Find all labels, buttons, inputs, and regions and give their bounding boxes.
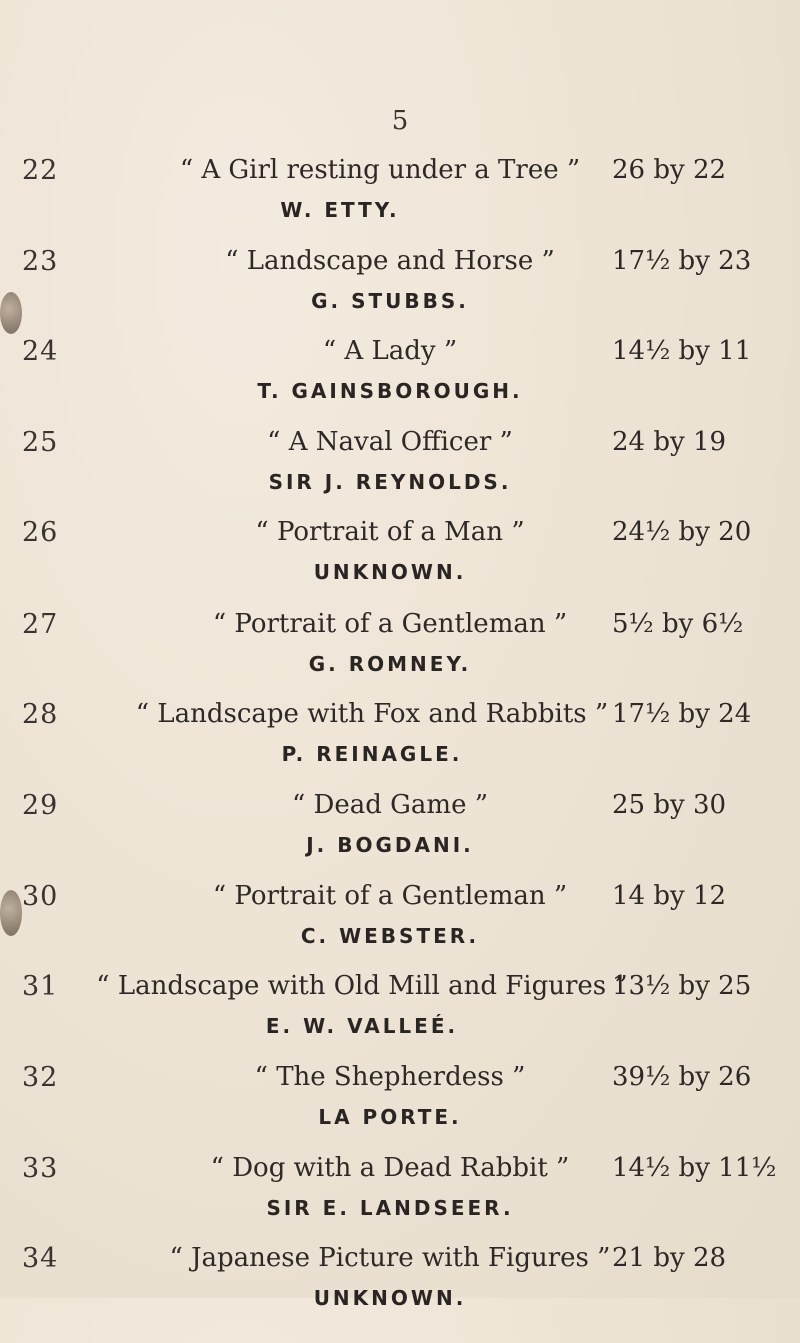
lot-number: 25 — [22, 427, 59, 458]
artist-name: SIR J. REYNOLDS. — [268, 470, 512, 494]
catalogue-entry — [0, 699, 800, 799]
painting-size: 25 by 30 — [612, 790, 727, 820]
artist-name: J. BOGDANI. — [306, 833, 474, 857]
artist-name: UNKNOWN. — [313, 560, 467, 584]
page-number: 5 — [391, 106, 409, 136]
painting-title: “ Landscape and Horse ” — [225, 246, 555, 276]
lot-number: 28 — [22, 699, 59, 730]
painting-title: “ A Lady ” — [322, 336, 458, 366]
lot-number: 24 — [22, 336, 59, 367]
painting-size: 14½ by 11½ — [612, 1153, 777, 1183]
painting-size: 26 by 22 — [612, 155, 727, 185]
lot-number: 33 — [22, 1153, 59, 1184]
lot-number: 22 — [22, 155, 59, 186]
painting-size: 24 by 19 — [612, 427, 727, 457]
catalogue-entry — [0, 971, 800, 1071]
lot-number: 34 — [22, 1243, 59, 1274]
painting-size: 14½ by 11 — [612, 336, 752, 366]
artist-name: G. STUBBS. — [311, 289, 469, 313]
painting-size: 17½ by 24 — [612, 699, 752, 729]
painting-title: “ Dog with a Dead Rabbit ” — [210, 1153, 570, 1183]
artist-name: SIR E. LANDSEER. — [266, 1196, 514, 1220]
catalogue-entry — [0, 609, 800, 709]
painting-size: 24½ by 20 — [612, 517, 752, 547]
painting-size: 14 by 12 — [612, 881, 727, 911]
lot-number: 32 — [22, 1062, 59, 1093]
artist-name: P. REINAGLE. — [281, 742, 463, 766]
artist-name: LA PORTE. — [318, 1105, 462, 1129]
painting-title: “ The Shepherdess ” — [254, 1062, 526, 1092]
lot-number: 26 — [22, 517, 59, 548]
artist-name: E. W. VALLEÉ. — [265, 1014, 459, 1038]
painting-title: “ Portrait of a Gentleman ” — [212, 609, 568, 639]
catalogue-entry — [0, 1153, 800, 1253]
painting-title: “ Dead Game ” — [291, 790, 489, 820]
painting-title: “ Japanese Picture with Figures ” — [169, 1243, 611, 1273]
catalogue-entry — [0, 790, 800, 890]
painting-size: 5½ by 6½ — [612, 609, 744, 639]
catalogue-entry — [0, 427, 800, 527]
artist-name: W. ETTY. — [280, 198, 400, 222]
catalogue-entry — [0, 336, 800, 436]
painting-size: 17½ by 23 — [612, 246, 752, 276]
catalogue-entry — [0, 517, 800, 617]
artist-name: T. GAINSBOROUGH. — [257, 379, 523, 403]
painting-size: 39½ by 26 — [612, 1062, 752, 1092]
lot-number: 31 — [22, 971, 59, 1002]
lot-number: 23 — [22, 246, 59, 277]
catalogue-entry — [0, 1062, 800, 1162]
lot-number: 30 — [22, 881, 59, 912]
catalogue-entry — [0, 1243, 800, 1343]
catalogue-entry — [0, 246, 800, 346]
lot-number: 27 — [22, 609, 59, 640]
painting-size: 13½ by 25 — [612, 971, 752, 1001]
painting-title: “ A Girl resting under a Tree ” — [179, 155, 581, 185]
painting-title: “ Portrait of a Gentleman ” — [212, 881, 568, 911]
catalogue-entry — [0, 155, 800, 255]
lot-number: 29 — [22, 790, 59, 821]
artist-name: UNKNOWN. — [313, 1286, 467, 1310]
painting-title: “ Portrait of a Man ” — [255, 517, 525, 547]
painting-title: “ Landscape with Old Mill and Figures ” — [96, 971, 628, 1001]
painting-size: 21 by 28 — [612, 1243, 727, 1273]
painting-title: “ A Naval Officer ” — [267, 427, 513, 457]
painting-title: “ Landscape with Fox and Rabbits ” — [135, 699, 609, 729]
artist-name: G. ROMNEY. — [308, 652, 472, 676]
artist-name: C. WEBSTER. — [300, 924, 480, 948]
catalogue-entry — [0, 881, 800, 981]
